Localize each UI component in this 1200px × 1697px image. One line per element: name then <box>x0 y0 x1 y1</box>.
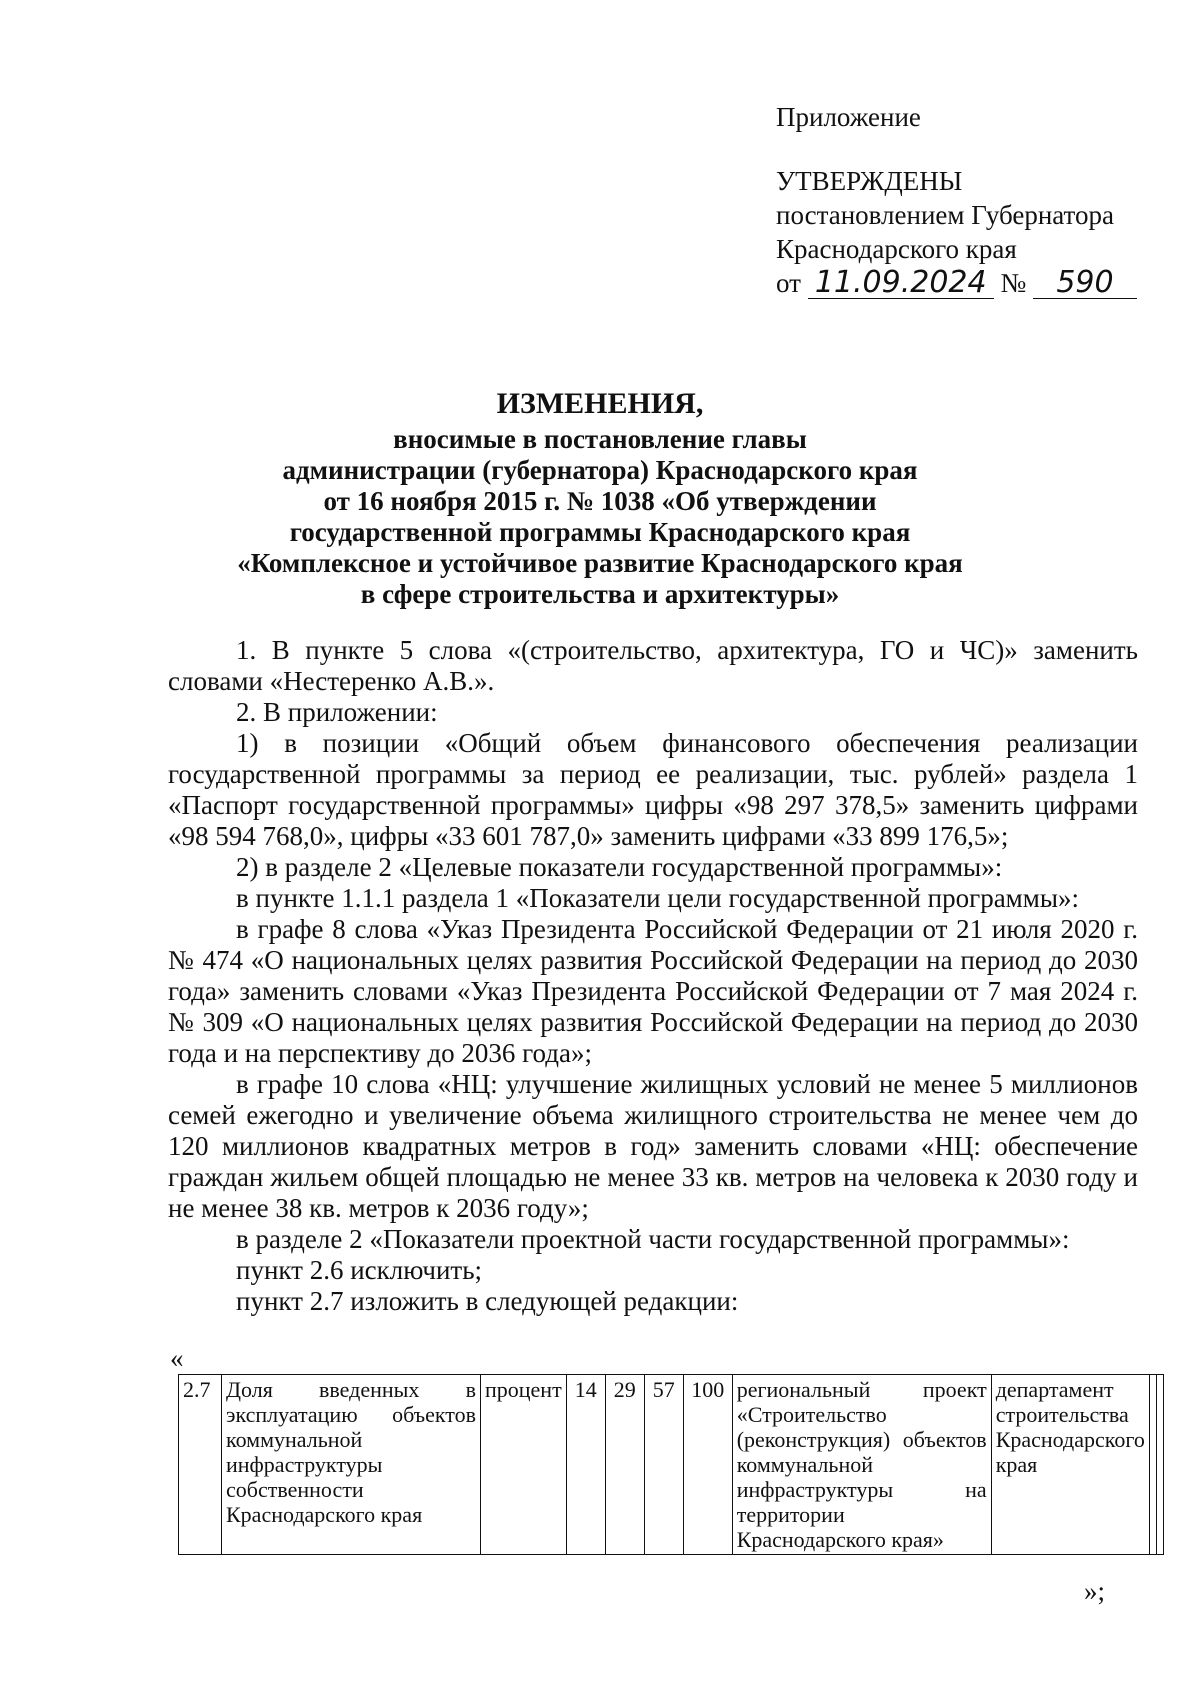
cell-empty <box>1149 1375 1156 1555</box>
cell-indicator: Доля введенных в эксплуатацию объектов коммунальной инфраструктуры собственности Краснодарского края <box>222 1375 481 1555</box>
title-main: ИЗМЕНЕНИЯ, <box>496 387 704 420</box>
cell-source: региональный проект «Строительство (реконструкция) объектов коммунальной инфраструктуры на территории Краснодарского края» <box>732 1375 991 1555</box>
paragraph: пункт 2.6 исключить; <box>236 1255 483 1285</box>
cell-value: 57 <box>644 1375 683 1555</box>
cell-value: 14 <box>566 1375 605 1555</box>
title-line: от 16 ноября 2015 г. № 1038 «Об утверждении <box>323 486 877 516</box>
table-row <box>179 1375 1164 1555</box>
paragraph: 1. В пункте 5 слова «(строительство, архитектура, ГО и ЧС)» заменить словами «Нестеренко А.В.». <box>168 635 1138 696</box>
quote-open-mark: « <box>170 1343 184 1373</box>
approval-date-line <box>776 266 1137 300</box>
approval-block <box>776 100 1137 300</box>
cell-value: 100 <box>683 1375 732 1555</box>
indicator-table <box>178 1374 1164 1555</box>
appendix-label: Приложение <box>776 102 921 132</box>
number-prefix: № <box>1000 268 1027 298</box>
paragraph: в графе 10 слова «НЦ: улучшение жилищных условий не менее 5 миллионов семей ежегодно и увеличение объема жилищного строительства не менее чем до 120 миллионов квадратных метров в год» заменить словами «НЦ: обеспечение граждан жильем общей площадью не менее 33 кв. метров на человека к 2030 году и не менее 38 кв. метров к 2036 году»; <box>168 1069 1138 1223</box>
paragraph: в пункте 1.1.1 раздела 1 «Показатели цели государственной программы»: <box>236 883 1079 913</box>
cell-responsible: департамент строительства Краснодарского края <box>991 1375 1149 1555</box>
paragraph: 2. В приложении: <box>236 697 438 727</box>
document-title <box>140 384 1060 610</box>
handwritten-date: 11.09.2024 <box>808 268 994 299</box>
paragraph: пункт 2.7 изложить в следующей редакции: <box>236 1286 739 1316</box>
title-line: вносимые в постановление главы <box>393 424 807 454</box>
paragraph: 1) в позиции «Общий объем финансового обеспечения реализации государственной программы за период ее реализации, тыс. рублей» раздела 1 «Паспорт государственной программы» цифры «98 297 378,5» заменить цифрами «98 594 768,0», цифры «33 601 787,0» заменить цифрами «33 899 176,5»; <box>168 728 1138 851</box>
date-prefix: от <box>776 268 801 298</box>
title-line: «Комплексное и устойчивое развитие Краснодарского края <box>237 548 963 578</box>
cell-number: 2.7 <box>179 1375 222 1555</box>
paragraph: 2) в разделе 2 «Целевые показатели государственной программы»: <box>236 852 1003 882</box>
quote-close-mark: »; <box>1084 1576 1106 1606</box>
cell-empty <box>1156 1375 1163 1555</box>
approved-label: УТВЕРЖДЕНЫ <box>776 166 963 196</box>
title-line: администрации (губернатора) Краснодарского края <box>282 455 918 485</box>
paragraph: в графе 8 слова «Указ Президента Российской Федерации от 21 июля 2020 г. № 474 «О национальных целях развития Российской Федерации на период до 2030 года» заменить словами «Указ Президента Российской Федерации от 7 мая 2024 г. № 309 «О национальных целях развития Российской Федерации на период до 2030 года и на перспективу до 2036 года»; <box>168 914 1138 1068</box>
title-line: в сфере строительства и архитектуры» <box>360 579 840 609</box>
cell-unit: процент <box>481 1375 567 1555</box>
document-body <box>168 635 1138 1317</box>
approval-line-1: постановлением Губернатора <box>776 200 1114 230</box>
title-line: государственной программы Краснодарского края <box>289 517 911 547</box>
handwritten-number: 590 <box>1033 268 1137 299</box>
approval-line-2: Краснодарского края <box>776 234 1017 264</box>
cell-value: 29 <box>605 1375 644 1555</box>
paragraph: в разделе 2 «Показатели проектной части государственной программы»: <box>236 1224 1070 1254</box>
